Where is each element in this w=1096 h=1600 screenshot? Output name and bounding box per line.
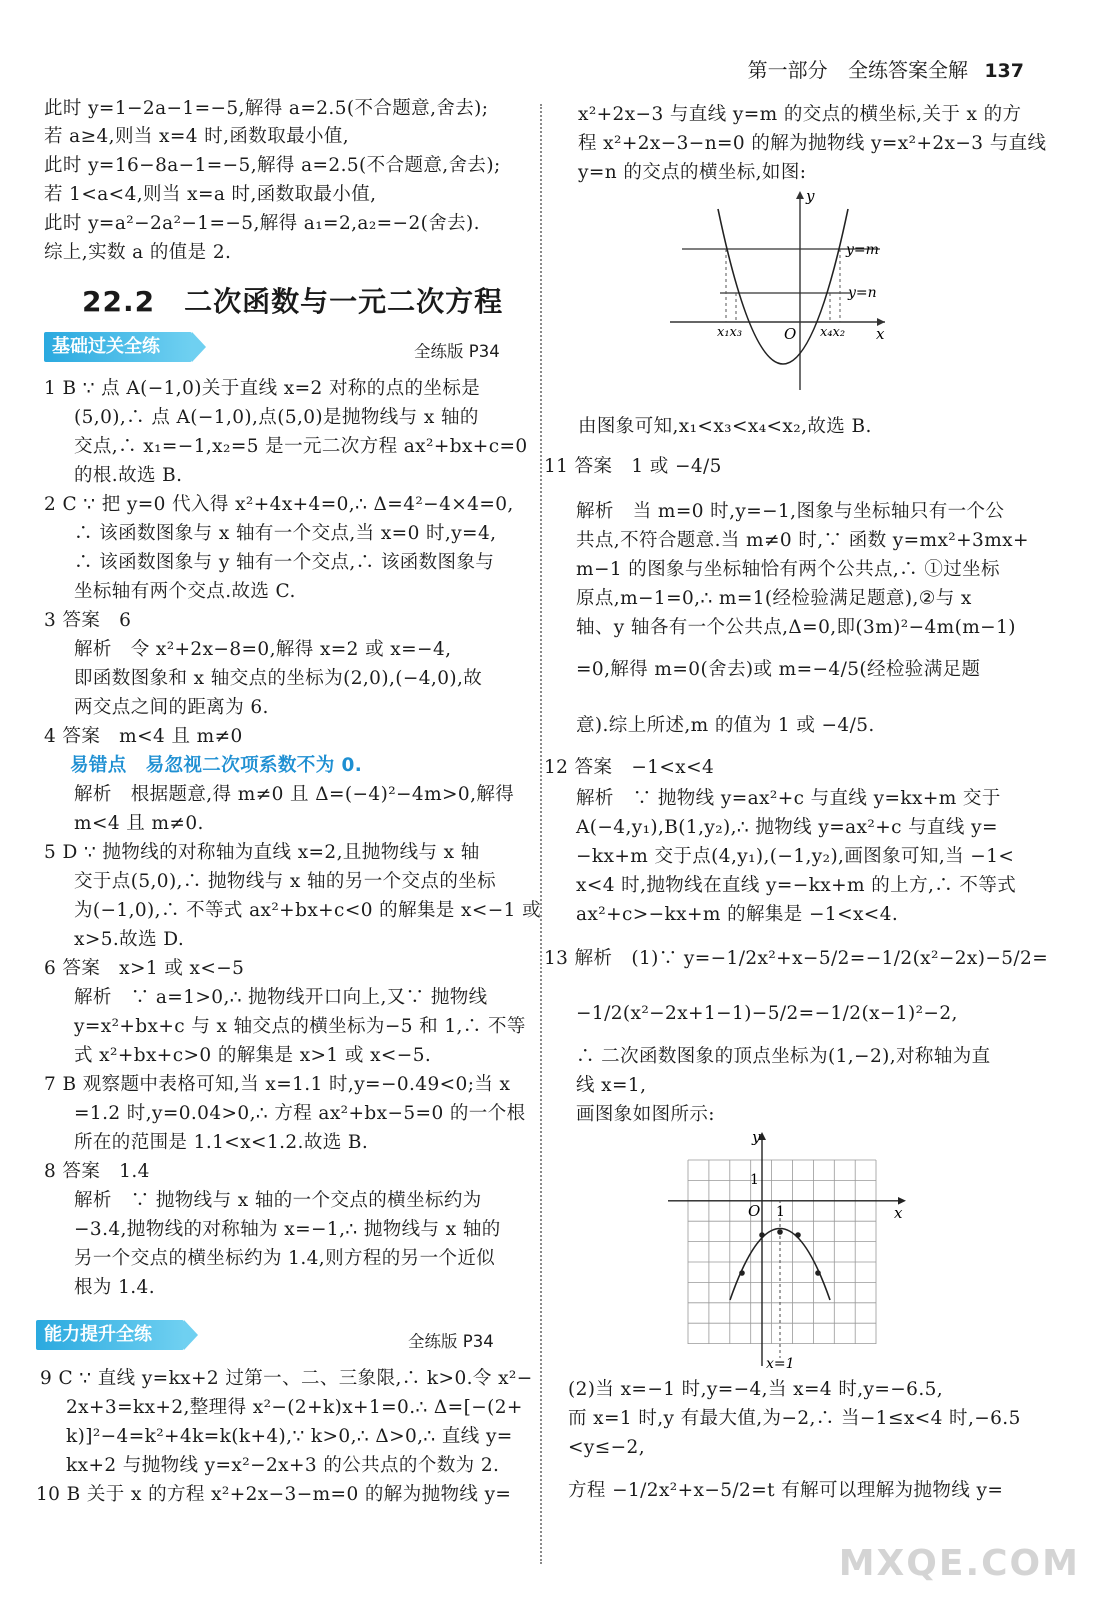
answer-line: 2 C ∵ 把 y=0 代入得 x²+4x+4=0,∴ Δ=4²−4×4=0, [44,494,514,515]
curve-point [739,1270,745,1276]
text-line: 此时 y=a²−2a²−1=−5,解得 a₁=2,a₂=−2(舍去). [44,213,480,234]
curve-point [759,1232,765,1238]
fig1-origin-label: O [784,325,797,343]
mistake-note: 易错点 易忽视二次项系数不为 0. [70,755,363,776]
page-number: 137 [984,60,1024,82]
text-line: 意).综上所述,m 的值为 1 或 −4/5. [576,715,875,736]
answer-line: 6 答案 x>1 或 x<−5 [44,958,245,979]
fig2-one-y-label: 1 [750,1172,759,1188]
fig2-one-x-label: 1 [776,1204,785,1220]
text-line: 此时 y=1−2a−1=−5,解得 a=2.5(不合题意,舍去); [44,98,489,119]
text-line: 原点,m−1=0,∴ m=1(经检验满足题意),②与 x [576,588,972,609]
text-line: 所在的范围是 1.1<x<1.2.故选 B. [74,1132,369,1153]
grid-parabola-figure [664,1128,914,1373]
text-line: k)]²−4=k²+4k=k(k+4),∵ k>0,∴ Δ>0,∴ 直线 y= [66,1426,513,1447]
header-title: 全练答案全解 [847,58,968,82]
text-line: (5,0),∴ 点 A(−1,0),点(5,0)是抛物线与 x 轴的 [74,407,479,428]
fig2-origin-label: O [748,1202,761,1220]
text-line: 综上,实数 a 的值是 2. [44,242,232,263]
text-line: 线 x=1, [576,1075,647,1096]
text-line: x<4 时,抛物线在直线 y=−kx+m 的上方,∴ 不等式 [576,875,1017,896]
grid-lines [688,1160,876,1344]
text-line: 此时 y=16−8a−1=−5,解得 a=2.5(不合题意,舍去); [44,155,501,176]
text-line: (2)当 x=−1 时,y=−4,当 x=4 时,y=−6.5, [568,1379,944,1400]
text-line: 画图象如图所示: [576,1104,715,1125]
fig1-y-label: y [806,187,815,205]
text-line: x>5.故选 D. [74,929,185,950]
text-line: ∴ 二次函数图象的顶点坐标为(1,−2),对称轴为直 [576,1046,991,1067]
text-line: 2x+3=kx+2,整理得 x²−(2+k)x+1=0.∴ Δ=[−(2+ [66,1397,523,1418]
text-line: 式 x²+bx+c>0 的解集是 x>1 或 x<−5. [74,1045,432,1066]
fig1-ym-label: y=m [846,242,879,258]
parabola-curve [730,1229,830,1301]
text-line: 解析 ∵ 抛物线 y=ax²+c 与直线 y=kx+m 交于 [576,788,1001,809]
section-banner: 基础过关全练 [44,332,192,362]
text-line: −1/2(x²−2x+1−1)−5/2=−1/2(x−1)²−2, [576,1003,958,1024]
text-line: m<4 且 m≠0. [74,813,204,834]
text-line: 解析 ∵ 抛物线与 x 轴的一个交点的横坐标约为 [74,1190,482,1211]
text-line: 根为 1.4. [74,1277,155,1298]
text-line: 解析 令 x²+2x−8=0,解得 x=2 或 x=−4, [74,639,452,660]
text-line: 而 x=1 时,y 有最大值,为−2,∴ 当−1≤x<4 时,−6.5 [568,1408,1021,1429]
answer-line: 8 答案 1.4 [44,1161,150,1182]
banner-ref: 全练版 P34 [408,1332,494,1351]
answer-line: 10 B 关于 x 的方程 x²+2x−3−m=0 的解为抛物线 y= [36,1484,512,1505]
curve-point [815,1270,821,1276]
banner-ref: 全练版 P34 [414,342,500,361]
text-line: ∴ 该函数图象与 y 轴有一个交点,∴ 该函数图象与 [74,552,495,573]
text-line: 坐标轴有两个交点.故选 C. [74,581,296,602]
text-line: −kx+m 交于点(4,y₁),(−1,y₂),画图象可知,当 −1< [576,846,1015,867]
fig1-x-label: x [876,325,885,343]
text-line: y=x²+bx+c 与 x 轴交点的横坐标为−5 和 1,∴ 不等 [74,1016,526,1037]
section-banner: 能力提升全练 [36,1320,184,1350]
text-line: =0,解得 m=0(舍去)或 m=−4/5(经检验满足题 [576,659,981,680]
text-line: y=n 的交点的横坐标,如图: [578,162,807,183]
parabola-curve [718,209,848,364]
fig1-x1x3-label: x₁x₃ [717,325,743,340]
text-line: <y≤−2, [568,1437,646,1458]
text-line: 若 1<a<4,则当 x=a 时,函数取最小值, [44,184,377,205]
text-line: 为(−1,0),∴ 不等式 ax²+bx+c<0 的解集是 x<−1 或 [74,900,542,921]
header-part: 第一部分 [747,58,828,82]
text-line: 解析 ∵ a=1>0,∴ 抛物线开口向上,又∵ 抛物线 [74,987,488,1008]
text-line: 共点,不符合题意.当 m≠0 时,∵ 函数 y=mx²+3mx+ [576,530,1029,551]
text-line: 由图象可知,x₁<x₃<x₄<x₂,故选 B. [578,416,872,437]
y-axis-arrow [796,191,804,199]
text-line: 方程 −1/2x²+x−5/2=t 有解可以理解为抛物线 y= [568,1480,1004,1501]
fig1-x4x2-label: x₄x₂ [820,325,846,340]
text-line: 若 a≥4,则当 x=4 时,函数取最小值, [44,126,350,147]
parabola-figure [670,185,900,395]
text-line: ax²+c>−kx+m 的解集是 −1<x<4. [576,904,899,925]
fig2-x-label: x [894,1204,903,1222]
fig2-y-label: y [752,1128,761,1146]
text-line: −3.4,抛物线的对称轴为 x=−1,∴ 抛物线与 x 轴的 [74,1219,501,1240]
text-line: 两交点之间的距离为 6. [74,697,269,718]
answer-line: 9 C ∵ 直线 y=kx+2 过第一、二、三象限,∴ k>0.令 x²− [40,1368,533,1389]
fig2-axis-label: x=1 [766,1356,795,1372]
answer-line: 3 答案 6 [44,610,132,631]
answer-line: 13 解析 (1)∵ y=−1/2x²+x−5/2=−1/2(x²−2x)−5/2= [544,948,1049,969]
text-line: A(−4,y₁),B(1,y₂),∴ 抛物线 y=ax²+c 与直线 y= [576,817,998,838]
column-divider [540,104,542,1564]
text-line: 轴、y 轴各有一个公共点,Δ=0,即(3m)²−4m(m−1) [576,617,1016,638]
text-line: 程 x²+2x−3−n=0 的解为抛物线 y=x²+2x−3 与直线 [578,133,1047,154]
text-line: 另一个交点的横坐标约为 1.4,则方程的另一个近似 [74,1248,496,1269]
text-line: =1.2 时,y=0.04>0,∴ 方程 ax²+bx−5=0 的一个根 [74,1103,526,1124]
answer-line: 7 B 观察题中表格可知,当 x=1.1 时,y=−0.49<0;当 x [44,1074,511,1095]
text-line: 交于点(5,0),∴ 抛物线与 x 轴的另一个交点的坐标 [74,871,497,892]
answer-line: 12 答案 −1<x<4 [544,757,715,778]
answer-line: 4 答案 m<4 且 m≠0 [44,726,243,747]
section-title: 22.2 二次函数与一元二次方程 [82,285,504,318]
text-line: 的根.故选 B. [74,465,183,486]
text-line: m−1 的图象与坐标轴恰有两个公共点,∴ ①过坐标 [576,559,1000,580]
text-line: 交点,∴ x₁=−1,x₂=5 是一元二次方程 ax²+bx+c=0 [74,436,528,457]
text-line: 解析 根据题意,得 m≠0 且 Δ=(−4)²−4m>0,解得 [74,784,515,805]
text-line: x²+2x−3 与直线 y=m 的交点的横坐标,关于 x 的方 [578,104,1022,125]
page-header [748,54,1024,83]
answer-line: 11 答案 1 或 −4/5 [544,456,722,477]
vertex-point [777,1229,783,1235]
text-line: 即函数图象和 x 轴交点的坐标为(2,0),(−4,0),故 [74,668,483,689]
curve-point [795,1232,801,1238]
answer-line: 5 D ∵ 抛物线的对称轴为直线 x=2,且抛物线与 x 轴 [44,842,480,863]
fig1-yn-label: y=n [848,285,877,301]
text-line: ∴ 该函数图象与 x 轴有一个交点,当 x=0 时,y=4, [74,523,497,544]
text-line: kx+2 与抛物线 y=x²−2x+3 的公共点的个数为 2. [66,1455,500,1476]
text-line: 解析 当 m=0 时,y=−1,图象与坐标轴只有一个公 [576,501,1005,522]
watermark: MXQE.COM [838,1543,1080,1584]
answer-line: 1 B ∵ 点 A(−1,0)关于直线 x=2 对称的点的坐标是 [44,378,481,399]
